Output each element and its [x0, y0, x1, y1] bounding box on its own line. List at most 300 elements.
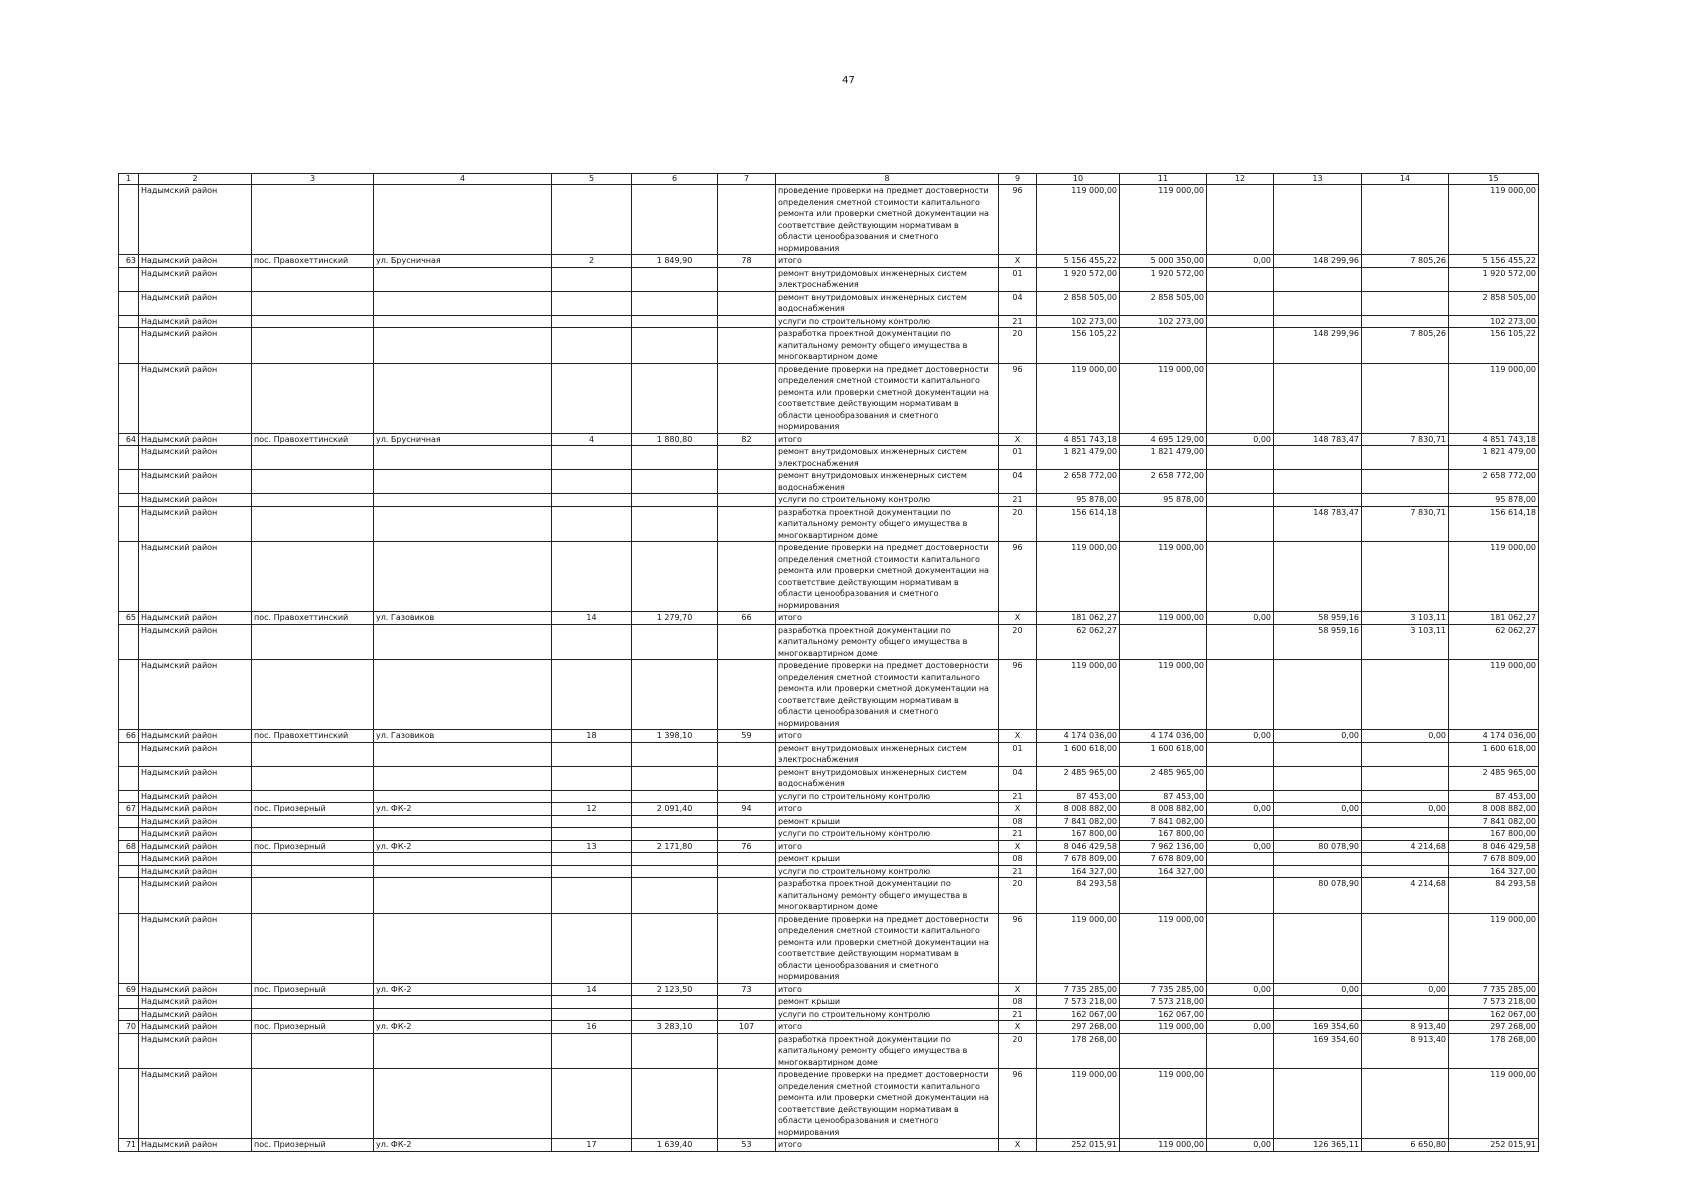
work-code-cell: 21 — [999, 865, 1037, 878]
work-type-cell — [776, 612, 999, 625]
work-line: капитальному ремонту общего имущества в — [778, 340, 968, 350]
district-cell: Надымский район — [139, 328, 252, 364]
fund-cell — [1120, 328, 1207, 364]
work-type-cell — [776, 840, 999, 853]
row-number — [119, 815, 139, 828]
work-line: проведение проверки на предмет достоверности — [778, 1070, 989, 1079]
district-cell: Надымский район — [139, 612, 252, 625]
work-code-cell: X — [999, 255, 1037, 268]
district-cell: Надымский район — [139, 1008, 252, 1021]
fund-cell: 7 841 082,00 — [1120, 815, 1207, 828]
other-cell — [1362, 766, 1449, 790]
residents-cell — [718, 1069, 776, 1139]
house-cell — [552, 267, 632, 291]
column-number-6: 6 — [632, 174, 718, 185]
table-row — [119, 315, 1539, 328]
area-cell: 1 849,90 — [632, 255, 718, 268]
row-number: 65 — [119, 612, 139, 625]
budget-cell — [1207, 291, 1274, 315]
owners-cell — [1274, 291, 1362, 315]
district-cell: Надымский район — [139, 1069, 252, 1139]
work-code-cell: 20 — [999, 328, 1037, 364]
fund-cell: 5 000 350,00 — [1120, 255, 1207, 268]
sum-cell: 156 614,18 — [1449, 506, 1539, 542]
total-cost-cell: 1 600 618,00 — [1037, 742, 1120, 766]
owners-cell: 169 354,60 — [1274, 1021, 1362, 1034]
work-type-cell — [776, 878, 999, 914]
sum-cell: 252 015,91 — [1449, 1139, 1539, 1152]
work-code-cell: 96 — [999, 363, 1037, 433]
column-number-14: 14 — [1362, 174, 1449, 185]
area-cell: 1 398,10 — [632, 730, 718, 743]
house-total-row — [119, 730, 1539, 743]
work-line: капитальному ремонту общего имущества в — [778, 890, 968, 900]
sum-cell: 119 000,00 — [1449, 1069, 1539, 1139]
table-row — [119, 913, 1539, 983]
district-cell: Надымский район — [139, 730, 252, 743]
fund-cell: 2 658 772,00 — [1120, 470, 1207, 494]
work-line: водоснабжения — [778, 304, 845, 313]
fund-cell: 7 678 809,00 — [1120, 853, 1207, 866]
street-cell — [374, 328, 552, 364]
work-line: разработка проектной документации по — [778, 1034, 951, 1044]
budget-cell — [1207, 1069, 1274, 1139]
work-type-cell — [776, 742, 999, 766]
fund-cell: 2 858 505,00 — [1120, 291, 1207, 315]
table-row — [119, 291, 1539, 315]
work-line: ремонт внутридомовых инженерных систем — [778, 767, 967, 777]
work-type-cell — [776, 853, 999, 866]
work-line: нормирования — [778, 972, 840, 981]
sum-cell: 178 268,00 — [1449, 1033, 1539, 1069]
owners-cell — [1274, 470, 1362, 494]
house-cell — [552, 913, 632, 983]
sum-cell: 1 920 572,00 — [1449, 267, 1539, 291]
owners-cell — [1274, 267, 1362, 291]
residents-cell: 66 — [718, 612, 776, 625]
other-cell: 4 214,68 — [1362, 878, 1449, 914]
area-cell — [632, 506, 718, 542]
work-line: многоквартирном доме — [778, 530, 878, 540]
sum-cell: 8 008 882,00 — [1449, 803, 1539, 816]
other-cell — [1362, 291, 1449, 315]
work-line: соответствие действующим нормативам в — [778, 695, 959, 705]
owners-cell: 0,00 — [1274, 730, 1362, 743]
district-cell: Надымский район — [139, 542, 252, 612]
area-cell — [632, 1008, 718, 1021]
residents-cell — [718, 315, 776, 328]
area-cell — [632, 363, 718, 433]
owners-cell: 80 078,90 — [1274, 878, 1362, 914]
total-cost-cell: 119 000,00 — [1037, 660, 1120, 730]
house-cell — [552, 790, 632, 803]
house-total-row — [119, 433, 1539, 446]
fund-cell: 7 573 218,00 — [1120, 996, 1207, 1009]
residents-cell — [718, 913, 776, 983]
residents-cell — [718, 542, 776, 612]
work-line: определения сметной стоимости капитального — [778, 197, 980, 207]
area-cell — [632, 291, 718, 315]
work-code-cell: 96 — [999, 542, 1037, 612]
work-code-cell: 04 — [999, 291, 1037, 315]
settlement-cell — [252, 470, 374, 494]
residents-cell — [718, 1008, 776, 1021]
budget-cell — [1207, 742, 1274, 766]
row-number — [119, 315, 139, 328]
work-line: области ценообразования и сметного — [778, 707, 939, 716]
street-cell — [374, 878, 552, 914]
table-row — [119, 185, 1539, 255]
work-line: ремонта или проверки сметной документации на — [778, 566, 989, 575]
row-number — [119, 1033, 139, 1069]
budget-cell — [1207, 494, 1274, 507]
area-cell — [632, 494, 718, 507]
area-cell — [632, 913, 718, 983]
work-line: ремонт внутридомовых инженерных систем — [778, 447, 967, 456]
budget-cell — [1207, 913, 1274, 983]
other-cell: 3 103,11 — [1362, 612, 1449, 625]
house-cell: 18 — [552, 730, 632, 743]
house-cell — [552, 1008, 632, 1021]
budget-cell — [1207, 660, 1274, 730]
total-cost-cell: 167 800,00 — [1037, 828, 1120, 841]
house-total-row — [119, 983, 1539, 996]
other-cell — [1362, 185, 1449, 255]
sum-cell: 119 000,00 — [1449, 913, 1539, 983]
table-row — [119, 766, 1539, 790]
work-code-cell: 96 — [999, 913, 1037, 983]
fund-cell: 95 878,00 — [1120, 494, 1207, 507]
area-cell: 1 279,70 — [632, 612, 718, 625]
residents-cell — [718, 865, 776, 878]
work-line: итого — [778, 1022, 802, 1031]
column-number-3: 3 — [252, 174, 374, 185]
table-row — [119, 660, 1539, 730]
sum-cell: 119 000,00 — [1449, 542, 1539, 612]
work-line: электроснабжения — [778, 755, 859, 764]
residents-cell — [718, 766, 776, 790]
owners-cell — [1274, 185, 1362, 255]
other-cell — [1362, 853, 1449, 866]
street-cell — [374, 1069, 552, 1139]
budget-cell: 0,00 — [1207, 1139, 1274, 1152]
other-cell — [1362, 363, 1449, 433]
total-cost-cell: 102 273,00 — [1037, 315, 1120, 328]
work-type-cell — [776, 1033, 999, 1069]
fund-cell: 119 000,00 — [1120, 185, 1207, 255]
work-line: ремонта или проверки сметной документации на — [778, 1093, 989, 1102]
work-type-cell — [776, 624, 999, 660]
budget-cell — [1207, 815, 1274, 828]
work-line: нормирования — [778, 600, 840, 610]
total-cost-cell: 4 174 036,00 — [1037, 730, 1120, 743]
work-line: ремонта или проверки сметной документации на — [778, 209, 989, 218]
street-cell — [374, 853, 552, 866]
residents-cell — [718, 506, 776, 542]
street-cell: ул. ФК-2 — [374, 1139, 552, 1152]
owners-cell — [1274, 315, 1362, 328]
row-number — [119, 828, 139, 841]
work-type-cell — [776, 267, 999, 291]
work-type-cell — [776, 328, 999, 364]
district-cell: Надымский район — [139, 815, 252, 828]
work-type-cell — [776, 433, 999, 446]
budget-cell — [1207, 267, 1274, 291]
street-cell — [374, 494, 552, 507]
row-number — [119, 363, 139, 433]
total-cost-cell: 178 268,00 — [1037, 1033, 1120, 1069]
owners-cell — [1274, 1008, 1362, 1021]
street-cell: ул. Газовиков — [374, 730, 552, 743]
street-cell: ул. Газовиков — [374, 612, 552, 625]
district-cell: Надымский район — [139, 913, 252, 983]
total-cost-cell: 95 878,00 — [1037, 494, 1120, 507]
district-cell: Надымский район — [139, 363, 252, 433]
table-row — [119, 828, 1539, 841]
area-cell — [632, 470, 718, 494]
fund-cell: 87 453,00 — [1120, 790, 1207, 803]
column-number-4: 4 — [374, 174, 552, 185]
settlement-cell — [252, 828, 374, 841]
work-line: итого — [778, 256, 802, 265]
row-number — [119, 1069, 139, 1139]
residents-cell — [718, 624, 776, 660]
house-total-row — [119, 1139, 1539, 1152]
residents-cell — [718, 446, 776, 470]
work-line: капитальному ремонту общего имущества в — [778, 519, 968, 528]
residents-cell: 78 — [718, 255, 776, 268]
register-table — [118, 173, 1539, 1152]
owners-cell — [1274, 913, 1362, 983]
work-code-cell: 21 — [999, 494, 1037, 507]
row-number: 64 — [119, 433, 139, 446]
work-line: ремонт крыши — [778, 854, 841, 863]
total-cost-cell: 7 735 285,00 — [1037, 983, 1120, 996]
fund-cell — [1120, 506, 1207, 542]
district-cell: Надымский район — [139, 267, 252, 291]
table-row — [119, 865, 1539, 878]
street-cell — [374, 1033, 552, 1069]
work-line: итого — [778, 984, 802, 994]
work-code-cell: X — [999, 803, 1037, 816]
settlement-cell — [252, 790, 374, 803]
fund-cell: 1 821 479,00 — [1120, 446, 1207, 470]
total-cost-cell: 7 678 809,00 — [1037, 853, 1120, 866]
sum-cell: 119 000,00 — [1449, 363, 1539, 433]
house-total-row — [119, 803, 1539, 816]
sum-cell: 1 600 618,00 — [1449, 742, 1539, 766]
sum-cell: 102 273,00 — [1449, 315, 1539, 328]
work-line: соответствие действующим нормативам в — [778, 949, 959, 958]
work-type-cell — [776, 1139, 999, 1152]
other-cell — [1362, 1008, 1449, 1021]
sum-cell: 7 735 285,00 — [1449, 983, 1539, 996]
work-type-cell — [776, 790, 999, 803]
district-cell: Надымский район — [139, 660, 252, 730]
work-line: ремонт внутридомовых инженерных систем — [778, 471, 967, 480]
owners-cell: 58 959,16 — [1274, 624, 1362, 660]
sum-cell: 162 067,00 — [1449, 1008, 1539, 1021]
house-cell — [552, 446, 632, 470]
settlement-cell: пос. Правохеттинский — [252, 730, 374, 743]
settlement-cell — [252, 506, 374, 542]
work-code-cell: 21 — [999, 828, 1037, 841]
work-line: услуги по строительному контролю — [778, 495, 931, 504]
column-number-11: 11 — [1120, 174, 1207, 185]
house-cell — [552, 185, 632, 255]
street-cell — [374, 446, 552, 470]
area-cell — [632, 766, 718, 790]
row-number — [119, 766, 139, 790]
work-line: электроснабжения — [778, 280, 859, 289]
budget-cell — [1207, 624, 1274, 660]
settlement-cell — [252, 853, 374, 866]
fund-cell: 119 000,00 — [1120, 612, 1207, 625]
budget-cell — [1207, 470, 1274, 494]
other-cell: 6 650,80 — [1362, 1139, 1449, 1152]
budget-cell — [1207, 853, 1274, 866]
house-cell — [552, 742, 632, 766]
district-cell: Надымский район — [139, 1139, 252, 1152]
fund-cell: 119 000,00 — [1120, 363, 1207, 433]
table-row — [119, 624, 1539, 660]
settlement-cell — [252, 1069, 374, 1139]
row-number — [119, 996, 139, 1009]
work-code-cell: 20 — [999, 506, 1037, 542]
owners-cell — [1274, 742, 1362, 766]
street-cell — [374, 790, 552, 803]
house-cell: 17 — [552, 1139, 632, 1152]
budget-cell: 0,00 — [1207, 433, 1274, 446]
work-code-cell: 08 — [999, 996, 1037, 1009]
row-number — [119, 470, 139, 494]
other-cell: 7 830,71 — [1362, 433, 1449, 446]
district-cell: Надымский район — [139, 624, 252, 660]
total-cost-cell: 181 062,27 — [1037, 612, 1120, 625]
budget-cell — [1207, 828, 1274, 841]
owners-cell: 148 299,96 — [1274, 255, 1362, 268]
fund-cell: 119 000,00 — [1120, 1021, 1207, 1034]
row-number — [119, 865, 139, 878]
table-row — [119, 1033, 1539, 1069]
district-cell: Надымский район — [139, 853, 252, 866]
work-type-cell — [776, 446, 999, 470]
work-type-cell — [776, 660, 999, 730]
district-cell: Надымский район — [139, 803, 252, 816]
fund-cell: 2 485 965,00 — [1120, 766, 1207, 790]
column-number-9: 9 — [999, 174, 1037, 185]
other-cell: 8 913,40 — [1362, 1033, 1449, 1069]
residents-cell — [718, 470, 776, 494]
residents-cell — [718, 1033, 776, 1069]
settlement-cell — [252, 542, 374, 612]
area-cell — [632, 878, 718, 914]
total-cost-cell: 4 851 743,18 — [1037, 433, 1120, 446]
fund-cell — [1120, 624, 1207, 660]
other-cell: 8 913,40 — [1362, 1021, 1449, 1034]
area-cell — [632, 742, 718, 766]
sum-cell: 8 046 429,58 — [1449, 840, 1539, 853]
area-cell: 3 283,10 — [632, 1021, 718, 1034]
settlement-cell — [252, 446, 374, 470]
street-cell — [374, 315, 552, 328]
table-row — [119, 328, 1539, 364]
work-line: области ценообразования и сметного — [778, 232, 939, 241]
work-line: определения сметной стоимости капитального — [778, 1081, 980, 1091]
work-code-cell: X — [999, 730, 1037, 743]
work-line: соответствие действующим нормативам в — [778, 399, 959, 408]
work-type-cell — [776, 865, 999, 878]
area-cell — [632, 446, 718, 470]
fund-cell: 7 962 136,00 — [1120, 840, 1207, 853]
total-cost-cell: 7 841 082,00 — [1037, 815, 1120, 828]
budget-cell — [1207, 1033, 1274, 1069]
sum-cell: 164 327,00 — [1449, 865, 1539, 878]
area-cell — [632, 660, 718, 730]
budget-cell: 0,00 — [1207, 255, 1274, 268]
residents-cell: 82 — [718, 433, 776, 446]
work-line: области ценообразования и сметного — [778, 1116, 939, 1125]
table-row — [119, 815, 1539, 828]
work-line: итого — [778, 804, 802, 813]
fund-cell — [1120, 878, 1207, 914]
sum-cell: 156 105,22 — [1449, 328, 1539, 364]
district-cell: Надымский район — [139, 506, 252, 542]
total-cost-cell: 2 485 965,00 — [1037, 766, 1120, 790]
work-line: услуги по строительному контролю — [778, 1009, 931, 1019]
settlement-cell — [252, 1008, 374, 1021]
settlement-cell — [252, 315, 374, 328]
street-cell — [374, 996, 552, 1009]
house-cell — [552, 853, 632, 866]
work-code-cell: 96 — [999, 1069, 1037, 1139]
settlement-cell — [252, 185, 374, 255]
work-line: проведение проверки на предмет достоверности — [778, 364, 989, 374]
district-cell: Надымский район — [139, 433, 252, 446]
table-row — [119, 878, 1539, 914]
residents-cell — [718, 853, 776, 866]
column-number-13: 13 — [1274, 174, 1362, 185]
fund-cell: 4 695 129,00 — [1120, 433, 1207, 446]
residents-cell — [718, 660, 776, 730]
work-code-cell: X — [999, 433, 1037, 446]
budget-cell: 0,00 — [1207, 983, 1274, 996]
work-line: итого — [778, 1140, 802, 1149]
settlement-cell — [252, 624, 374, 660]
work-line: ремонта или проверки сметной документации на — [778, 684, 989, 693]
street-cell: ул. Брусничная — [374, 255, 552, 268]
house-cell: 14 — [552, 612, 632, 625]
column-number-12: 12 — [1207, 174, 1274, 185]
residents-cell: 59 — [718, 730, 776, 743]
owners-cell — [1274, 828, 1362, 841]
other-cell — [1362, 660, 1449, 730]
budget-cell — [1207, 865, 1274, 878]
column-number-10: 10 — [1037, 174, 1120, 185]
row-number: 63 — [119, 255, 139, 268]
district-cell: Надымский район — [139, 865, 252, 878]
house-total-row — [119, 612, 1539, 625]
fund-cell: 1 600 618,00 — [1120, 742, 1207, 766]
work-line: проведение проверки на предмет достоверности — [778, 661, 989, 670]
column-number-2: 2 — [139, 174, 252, 185]
sum-cell: 87 453,00 — [1449, 790, 1539, 803]
owners-cell — [1274, 542, 1362, 612]
table-row — [119, 742, 1539, 766]
budget-cell — [1207, 185, 1274, 255]
fund-cell: 7 735 285,00 — [1120, 983, 1207, 996]
other-cell — [1362, 828, 1449, 841]
